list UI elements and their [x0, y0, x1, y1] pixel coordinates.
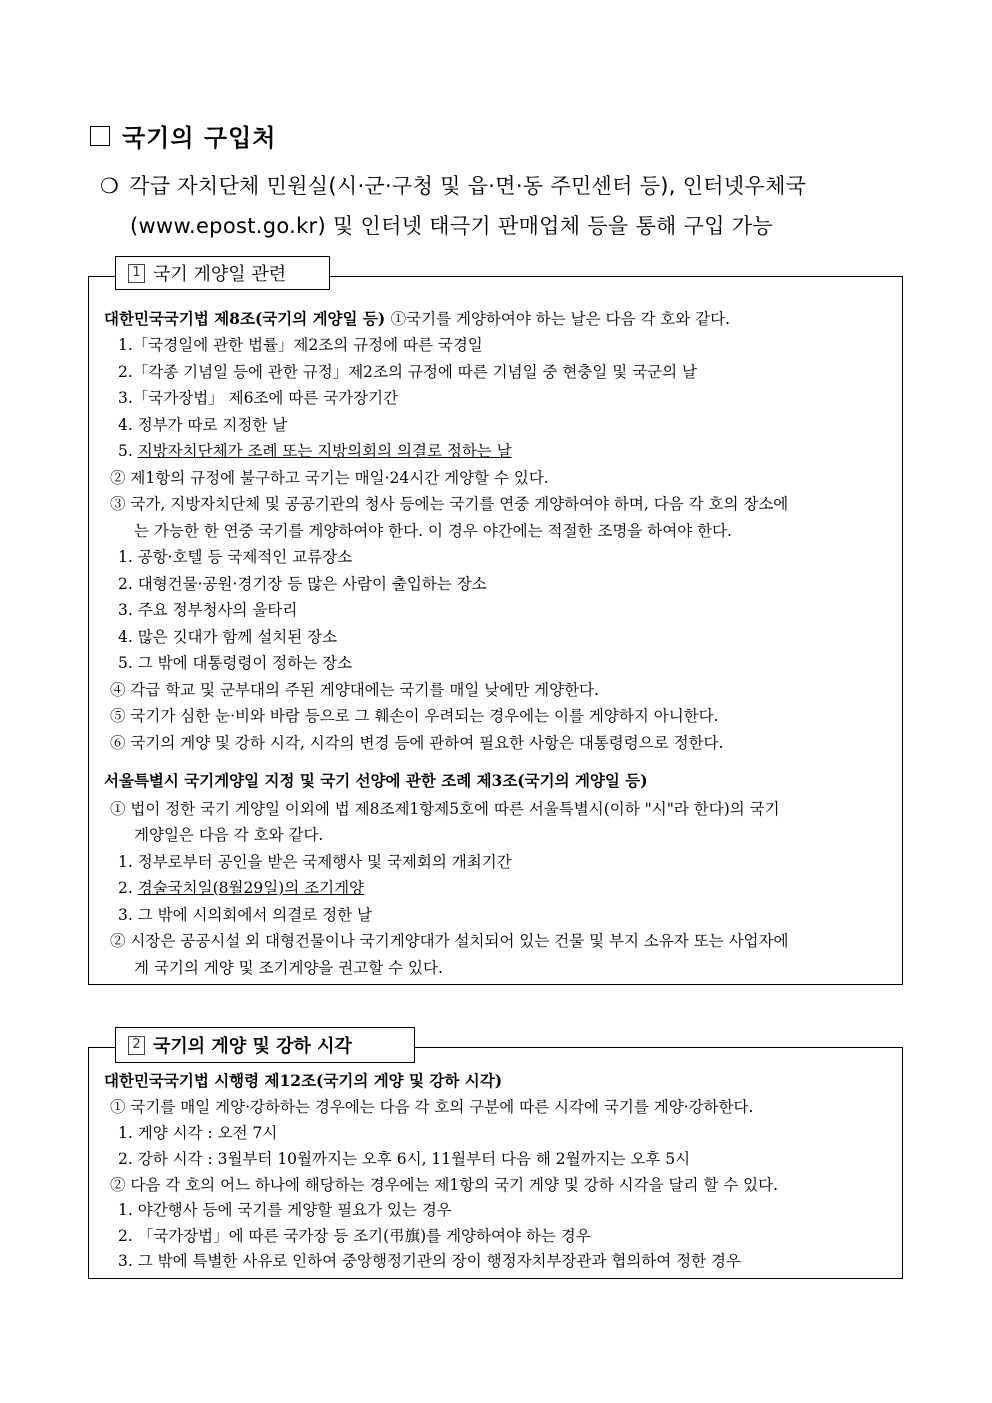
- law1-line-title: [104, 309, 730, 329]
- law1-item-4: 4. 정부가 따로 지정한 날: [118, 416, 288, 434]
- purchase-text-1: 각급 자치단체 민원실(시·군·구청 및 읍·면·동 주민센터 등), 인터넷우체국: [129, 174, 807, 198]
- law2-item-3: 3. 그 밖에 시의회에서 의결로 정한 날: [118, 906, 372, 924]
- law2-title: 서울특별시 국기게양일 지정 및 국기 선양에 관한 조례 제3조(국기의 게양일 등): [104, 771, 648, 790]
- law2-item-2-text: 경술국치일(8월29일)의 조기게양: [137, 879, 365, 897]
- law1-p3-item-1: 1. 공항·호텔 등 국제적인 교류장소: [118, 548, 353, 566]
- law1-title: 대한민국국기법 제8조(국기의 게양일 등): [104, 309, 386, 328]
- law1-item-5-num: 5.: [118, 442, 133, 460]
- law2-item-2: [118, 878, 364, 898]
- page-title: [88, 118, 276, 153]
- law1-item-1: 1.「국경일에 관한 법률」제2조의 규정에 따른 국경일: [118, 336, 483, 354]
- law2-paragraph-1-line-1: ① 법이 정한 국기 게양일 이외에 법 제8조제1항제5호에 따른 서울특별시(이하 "시"라 한다)의 국기: [110, 800, 780, 818]
- law1-p3-item-5: 5. 그 밖에 대통령령이 정하는 장소: [118, 654, 353, 672]
- law3-p1-item-2: 2. 강하 시각 : 3월부터 10월까지는 오후 6시, 11월부터 다음 해 2월까지는 오후 5시: [118, 1150, 691, 1168]
- law1-p3-item-2: 2. 대형건물·공원·경기장 등 많은 사람이 출입하는 장소: [118, 575, 487, 593]
- section-2-number: 2: [128, 1036, 145, 1055]
- section-1-title: [115, 256, 330, 290]
- law1-paragraph-3-line-2: 는 가능한 한 연중 국기를 게양하여야 한다. 이 경우 야간에는 적절한 조명을 하여야 한다.: [134, 522, 732, 540]
- section-2-title: [115, 1027, 415, 1063]
- law2-item-2-num: 2.: [118, 879, 133, 897]
- law1-item-2: 2.「각종 기념일 등에 관한 규정」제2조의 규정에 따른 기념일 중 현충일 및 국군의 날: [118, 363, 697, 381]
- checkbox-icon: [90, 126, 110, 146]
- law1-paragraph-6: ⑥ 국기의 게양 및 강하 시각, 시각의 변경 등에 관하여 필요한 사항은 대통령령으로 정한다.: [110, 734, 724, 752]
- law3-paragraph-2: ② 다음 각 호의 어느 하나에 해당하는 경우에는 제1항의 국기 게양 및 강하 시각을 달리 할 수 있다.: [110, 1176, 779, 1194]
- law3-title: 대한민국국기법 시행령 제12조(국기의 게양 및 강하 시각): [104, 1071, 503, 1090]
- law2-paragraph-1-line-2: 게양일은 다음 각 호와 같다.: [134, 826, 324, 844]
- law1-paragraph-4: ④ 각급 학교 및 군부대의 주된 게양대에는 국기를 매일 낮에만 게양한다.: [110, 681, 599, 699]
- law3-paragraph-1: ① 국기를 매일 게양·강하하는 경우에는 다음 각 호의 구분에 따른 시각에 국기를 게양·강하한다.: [110, 1098, 754, 1116]
- law3-p2-item-2: 2. 「국가장법」에 따른 국가장 등 조기(弔旗)를 게양하여야 하는 경우: [118, 1227, 591, 1245]
- law3-p1-item-1: 1. 게양 시각 : 오전 7시: [118, 1124, 278, 1142]
- law1-item-3: 3.「국가장법」 제6조에 따른 국가장기간: [118, 389, 399, 407]
- law3-p2-item-1: 1. 야간행사 등에 국기를 게양할 필요가 있는 경우: [118, 1201, 452, 1219]
- law1-p3-item-3: 3. 주요 정부청사의 울타리: [118, 601, 298, 619]
- law1-paragraph-3-line-1: ③ 국가, 지방자치단체 및 공공기관의 청사 등에는 국기를 연중 게양하여야 하며, 다음 각 호의 장소에: [110, 495, 789, 513]
- law1-paragraph-5: ⑤ 국기가 심한 눈·비와 바람 등으로 그 훼손이 우려되는 경우에는 이를 게양하지 아니한다.: [110, 707, 719, 725]
- law1-item-5: [118, 441, 512, 461]
- section-1-number: 1: [128, 264, 145, 283]
- circle-bullet-icon: ❍: [100, 174, 120, 198]
- law1-item-5-text: 지방자치단체가 조례 또는 지방의회의 의결로 정하는 날: [137, 442, 512, 460]
- purchase-line-1: [100, 170, 806, 200]
- law1-p3-item-4: 4. 많은 깃대가 함께 설치된 장소: [118, 628, 338, 646]
- law2-paragraph-2-line-1: ② 시장은 공공시설 외 대형건물이나 국기게양대가 설치되어 있는 건물 및 부지 소유자 또는 사업자에: [110, 932, 789, 950]
- section-2-title-text: 국기의 게양 및 강하 시각: [153, 1036, 352, 1057]
- law1-paragraph-2: ② 제1항의 규정에 불구하고 국기는 매일·24시간 게양할 수 있다.: [110, 469, 549, 487]
- page-title-text: 국기의 구입처: [122, 124, 277, 152]
- purchase-line-2: (www.epost.go.kr) 및 인터넷 태극기 판매업체 등을 통해 구입 가능: [130, 214, 773, 238]
- law3-p2-item-3: 3. 그 밖에 특별한 사유로 인하여 중앙행정기관의 장이 행정자치부장관과 협의하여 정한 경우: [118, 1252, 741, 1270]
- law1-intro: ①국기를 게양하여야 하는 날은 다음 각 호와 같다.: [390, 310, 731, 328]
- law2-item-1: 1. 정부로부터 공인을 받은 국제행사 및 국제회의 개최기간: [118, 853, 512, 871]
- section-1-title-text: 국기 게양일 관련: [153, 264, 287, 285]
- law2-paragraph-2-line-2: 게 국기의 게양 및 조기게양을 권고할 수 있다.: [134, 959, 443, 977]
